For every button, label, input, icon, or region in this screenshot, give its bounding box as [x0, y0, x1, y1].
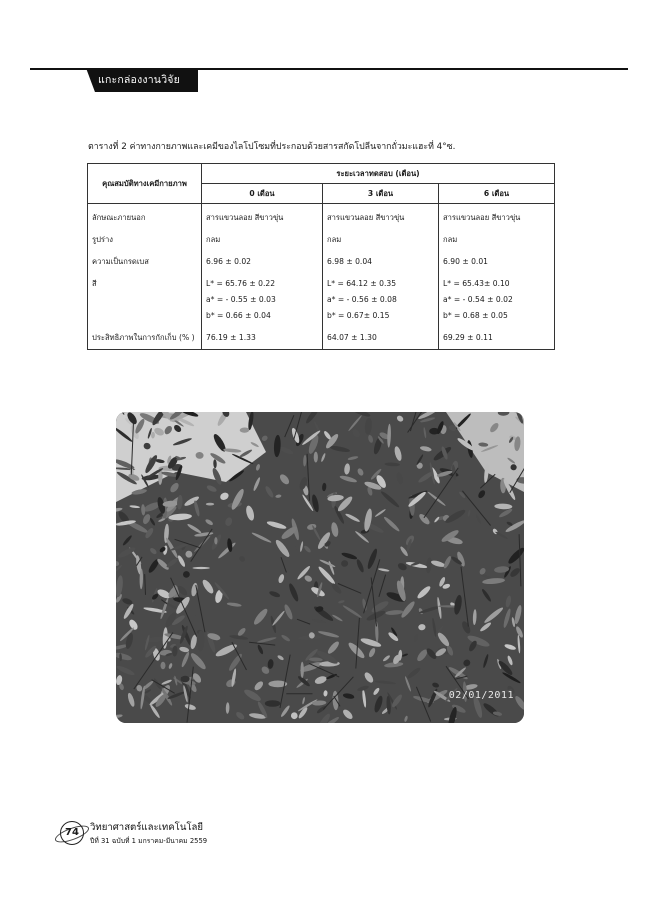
plant-photo — [116, 412, 524, 723]
leaf — [161, 662, 166, 670]
row-label: ประสิทธิภาพในการกักเก็บ (% ) — [88, 327, 202, 350]
photo-timestamp: 02/01/2011 — [448, 690, 514, 701]
cell — [439, 273, 555, 327]
cell: กลม — [439, 229, 555, 251]
row-label: รูปร่าง — [88, 229, 202, 251]
color-a: a* = - 0.56 ± 0.08 — [327, 295, 397, 304]
row-label: สี — [88, 273, 202, 327]
cell: กลม — [202, 229, 323, 251]
cell: 6.96 ± 0.02 — [202, 251, 323, 273]
color-l: L* = 64.12 ± 0.35 — [327, 279, 397, 288]
foliage-image — [116, 412, 524, 723]
leaf — [206, 503, 214, 506]
cell: สารแขวนลอย สีขาวขุ่น — [439, 204, 555, 230]
table-row — [88, 327, 555, 350]
cell — [202, 273, 323, 327]
table-caption: ตารางที่ 2 ค่าทางกายภาพและเคมีของไลโปโซมที่ประกอบด้วยสารสกัดโปลีนจากถั่วมะแฮะที่ 4°ซ. — [88, 142, 456, 152]
table-row — [88, 251, 555, 273]
color-a: a* = - 0.54 ± 0.02 — [443, 295, 513, 304]
color-a: a* = - 0.55 ± 0.03 — [206, 295, 276, 304]
cell: สารแขวนลอย สีขาวขุ่น — [202, 204, 323, 230]
row-label: ลักษณะภายนอก — [88, 204, 202, 230]
period-6: 6 เดือน — [439, 184, 555, 204]
cell: 6.98 ± 0.04 — [323, 251, 439, 273]
color-l: L* = 65.76 ± 0.22 — [206, 279, 276, 288]
leaf — [301, 662, 304, 678]
period-3: 3 เดือน — [323, 184, 439, 204]
col-header-property: คุณสมบัติทางเคมีกายภาพ — [88, 164, 202, 204]
table-row — [88, 273, 555, 327]
leaf — [193, 567, 210, 569]
properties-table — [87, 163, 555, 350]
color-b: b* = 0.66 ± 0.04 — [206, 311, 271, 320]
cell: 76.19 ± 1.33 — [202, 327, 323, 350]
leaf — [265, 700, 281, 707]
section-label: แกะกล่องงานวิจัย — [98, 74, 180, 86]
cell — [323, 273, 439, 327]
page-number: 74 — [60, 821, 84, 845]
cell: 69.29 ± 0.11 — [439, 327, 555, 350]
row-label: ความเป็นกรดเบส — [88, 251, 202, 273]
color-b: b* = 0.68 ± 0.05 — [443, 311, 508, 320]
col-header-period: ระยะเวลาทดสอบ (เดือน) — [202, 164, 555, 184]
color-l: L* = 65.43± 0.10 — [443, 279, 510, 288]
cell: 64.07 ± 1.30 — [323, 327, 439, 350]
cell: 6.90 ± 0.01 — [439, 251, 555, 273]
table-row — [88, 229, 555, 251]
period-0: 0 เดือน — [202, 184, 323, 204]
color-b: b* = 0.67± 0.15 — [327, 311, 390, 320]
leaf — [314, 452, 318, 463]
journal-title: วิทยาศาสตร์และเทคโนโลยี — [90, 822, 204, 833]
table-row — [88, 204, 555, 230]
cell: สารแขวนลอย สีขาวขุ่น — [323, 204, 439, 230]
cell: กลม — [323, 229, 439, 251]
journal-issue: ปีที่ 31 ฉบับที่ 1 มกราคม-มีนาคม 2559 — [90, 837, 208, 845]
